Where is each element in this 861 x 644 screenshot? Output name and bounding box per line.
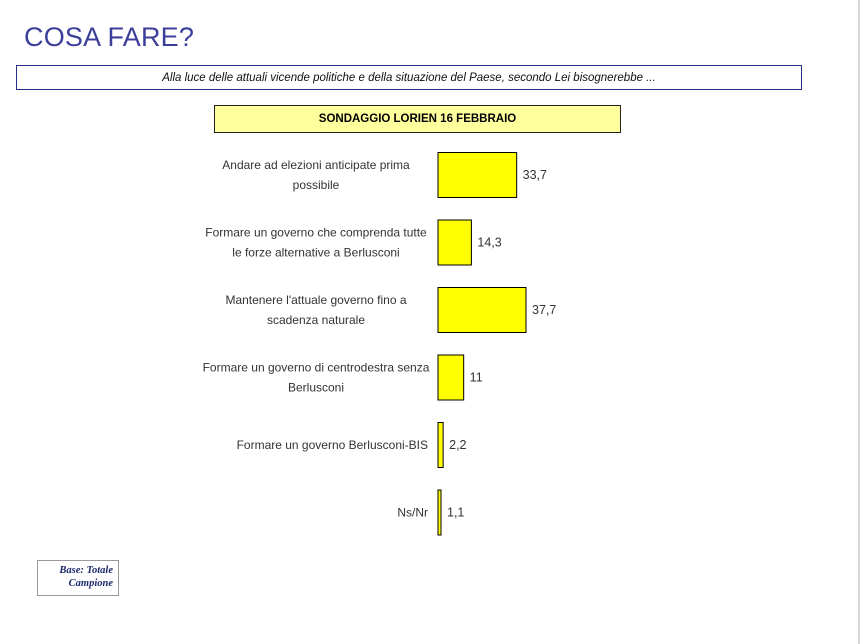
category-label-line: Formare un governo Berlusconi-BIS — [236, 438, 428, 452]
category-label — [397, 506, 428, 520]
category-label-line: Formare un governo di centrodestra senza — [202, 360, 430, 375]
category-label-line: le forze alternative a Berlusconi — [232, 245, 400, 260]
value-label: 33,7 — [522, 168, 548, 182]
value-label: 2,2 — [449, 438, 467, 452]
value-label: 14,3 — [477, 235, 502, 250]
category-label-line: Mantenere l'attuale governo fino a — [225, 293, 407, 307]
category-label-line: Ns/Nr — [397, 505, 428, 520]
category-label — [225, 293, 406, 327]
footnote-line-1: Base: Totale — [59, 565, 113, 576]
category-label — [237, 438, 428, 452]
value-label: 37,7 — [532, 303, 557, 317]
survey-label: SONDAGGIO LORIEN 16 FEBBRAIO — [318, 113, 517, 125]
bar — [438, 220, 471, 265]
category-label — [203, 361, 430, 395]
base-footnote — [37, 560, 119, 596]
value-label: 1,1 — [447, 505, 465, 520]
category-label-line: Formare un governo che comprenda tutte — [205, 225, 427, 240]
bar — [438, 490, 441, 535]
bar — [438, 288, 526, 333]
bar — [438, 153, 517, 198]
category-label-line: Berlusconi — [287, 380, 345, 395]
value-label: 11 — [469, 370, 483, 385]
category-label — [205, 226, 427, 260]
category-label-line: scadenza naturale — [266, 313, 366, 327]
category-label-line: Andare ad elezioni anticipate prima — [222, 158, 410, 172]
category-label — [222, 158, 410, 192]
bar — [438, 355, 464, 400]
question-text: Alla luce delle attuali vicende politiche e della situazione del Paese, secondo Lei bisognerebbe ... — [162, 71, 656, 84]
footnote-line-2: Campione — [68, 578, 113, 589]
page-title: COSA FARE? — [24, 22, 195, 52]
bar — [438, 423, 443, 468]
category-label-line: possibile — [292, 178, 340, 192]
